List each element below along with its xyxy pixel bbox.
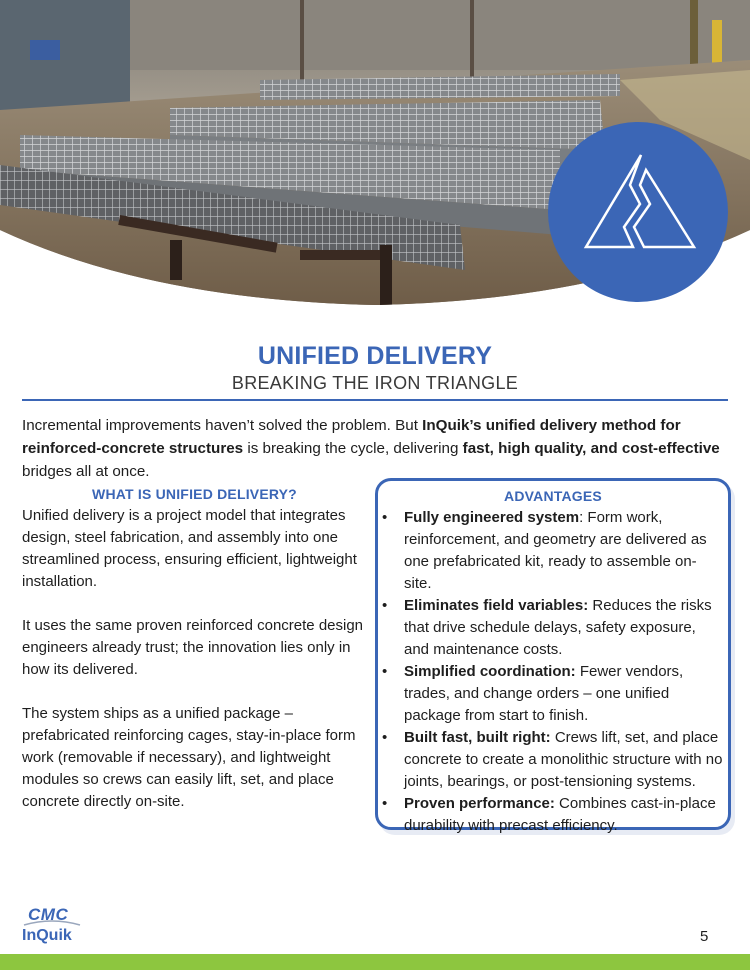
intro-text: bridges all at once. — [22, 463, 150, 480]
hero-photo — [0, 0, 750, 310]
intro-text: is breaking the cycle, delivering — [243, 440, 463, 457]
logo-arc-icon — [22, 919, 82, 927]
section-heading: WHAT IS UNIFIED DELIVERY? — [92, 486, 297, 502]
bullet-icon: • — [382, 663, 388, 680]
what-is-unified-delivery-section — [22, 485, 367, 813]
item-title: Fully engineered system — [404, 509, 580, 526]
logo-inquik-text: InQuik — [22, 927, 72, 944]
list-item — [378, 661, 728, 727]
item-text: Fewer vendors, trades, and change orders – one unified package from start to finish. — [404, 663, 684, 724]
list-item — [378, 793, 728, 837]
intro-emphasis: fast, high quality, and cost-effective — [462, 440, 720, 457]
item-text: Combines cast-in-place durability with precast efficiency. — [404, 795, 716, 834]
list-item — [378, 595, 728, 661]
item-title: Simplified coordination: — [404, 663, 576, 680]
intro-emphasis: InQuik’s unified delivery method for reinforced-concrete structures — [22, 417, 681, 457]
footer-accent-bar — [0, 954, 750, 970]
logo-cmc-text: CMC — [28, 905, 69, 924]
split-triangle-badge — [548, 122, 728, 302]
section-paragraph: Unified delivery is a project model that integrates design, steel fabrication, and assembly into one streamlined process, ensuring efficient, lightweight installation. — [22, 507, 357, 590]
title-divider — [22, 399, 728, 401]
cmc-inquik-logo — [22, 905, 92, 950]
page-number: 5 — [700, 928, 709, 945]
page-title: UNIFIED DELIVERY — [257, 342, 493, 370]
advantages-list — [378, 507, 728, 837]
bullet-icon: • — [382, 509, 388, 526]
item-text: Reduces the risks that drive schedule delays, safety exposure, and maintenance costs. — [404, 597, 712, 658]
item-title: Eliminates field variables: — [404, 597, 589, 614]
list-item — [378, 727, 728, 793]
item-title: Built fast, built right: — [404, 729, 551, 746]
section-paragraph: The system ships as a unified package – prefabricated reinforcing cages, stay-in-place form work (removable if necessary), and lightweight modules so crews can easily lift, set, and place concrete directly on-site. — [22, 705, 356, 810]
advantages-box — [375, 478, 731, 834]
item-title: Proven performance: — [404, 795, 555, 812]
advantages-heading: ADVANTAGES — [504, 488, 602, 504]
page-subtitle: BREAKING THE IRON TRIANGLE — [231, 373, 519, 393]
item-text: : Form work, reinforcement, and geometry are delivered as one prefabricated kit, ready to assemble on-site. — [404, 509, 707, 592]
intro-text: Incremental improvements haven’t solved the problem. But — [22, 417, 423, 434]
bullet-icon: • — [382, 729, 388, 746]
intro-paragraph — [22, 414, 732, 483]
item-text: Crews lift, set, and place concrete to create a monolithic structure with no joints, bearings, or post-tensioning systems. — [404, 729, 723, 790]
bullet-icon: • — [382, 597, 388, 614]
list-item — [378, 507, 728, 595]
section-paragraph: It uses the same proven reinforced concrete design engineers already trust; the innovation lies only in how its delivered. — [22, 617, 364, 678]
split-triangle-icon — [548, 122, 728, 302]
bullet-icon: • — [382, 795, 388, 812]
